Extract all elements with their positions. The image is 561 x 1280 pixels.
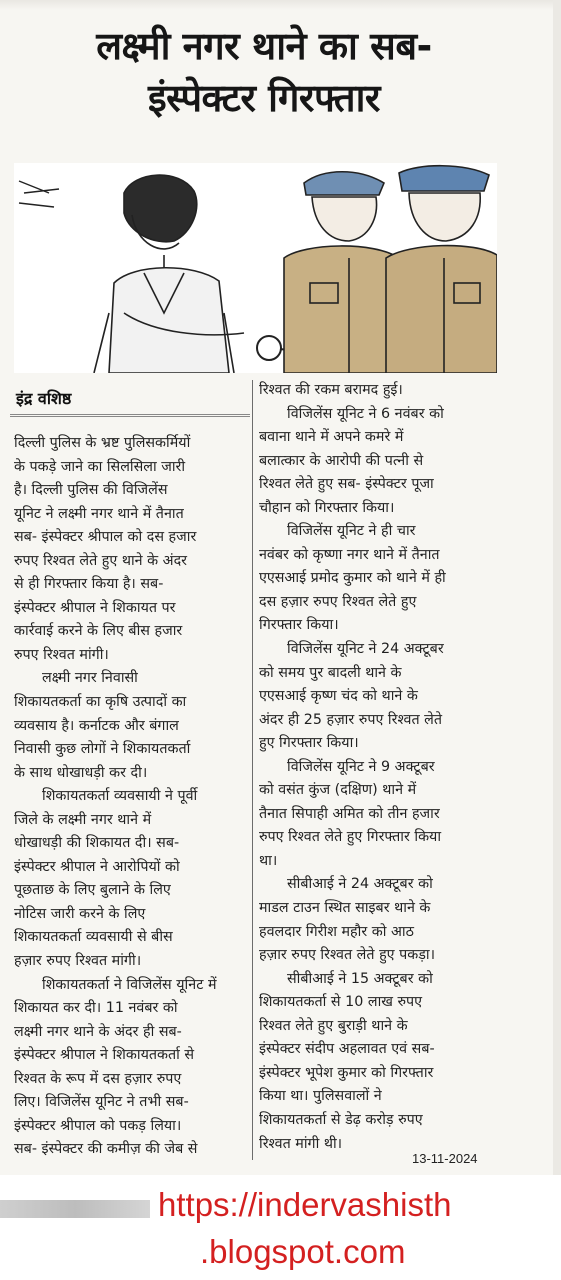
- article-line: एएसआई कृष्ण चंद को थाने के: [259, 688, 418, 705]
- article-line: विजिलेंस यूनिट ने 24 अक्टूबर: [287, 641, 444, 658]
- article-line: चौहान को गिरफ्तार किया।: [259, 499, 395, 516]
- article-line: अंदर ही 25 हज़ार रुपए रिश्वत लेते: [259, 711, 443, 728]
- headline: [8, 20, 520, 124]
- article-line: हुए गिरफ्तार किया।: [259, 735, 359, 752]
- article-line: को वसंत कुंज (दक्षिण) थाने में: [259, 782, 417, 799]
- byline-rule: [10, 414, 250, 415]
- headline-line-2: इंस्पेक्टर गिरफ्तार: [148, 76, 380, 120]
- article-line: इंस्पेक्टर संदीप अहलावत एवं सब-: [259, 1041, 435, 1058]
- article-line: हज़ार रुपए रिश्वत मांगी।: [14, 953, 142, 970]
- blog-url-line-1[interactable]: https://indervashisth: [158, 1186, 452, 1223]
- article-line: दिल्ली पुलिस के भ्रष्ट पुलिसकर्मियों: [14, 435, 191, 451]
- article-line: शिकायतकर्ता व्यवसायी ने पूर्वी: [42, 788, 198, 805]
- headline-line-1: लक्ष्मी नगर थाने का सब-: [96, 24, 432, 68]
- article-line: माडल टाउन स्थित साइबर थाने के: [259, 900, 431, 917]
- article-line: हवलदार गिरीश महौर को आठ: [259, 923, 414, 940]
- article-line: के पकड़े जाने का सिलसिला जारी: [14, 458, 186, 475]
- article-line: इंस्पेक्टर श्रीपाल ने शिकायत पर: [14, 599, 176, 616]
- article-line: था।: [259, 852, 278, 869]
- article-line: लक्ष्मी नगर थाने के अंदर ही सब-: [14, 1023, 182, 1040]
- article-line: रुपए रिश्वत लेते हुए गिरफ्तार किया: [259, 829, 442, 846]
- arrest-drawing: [14, 163, 497, 373]
- article-line: नवंबर को कृष्णा नगर थाने में तैनात: [259, 546, 440, 563]
- article-line: सब- इंस्पेक्टर की कमीज़ की जेब से: [14, 1141, 198, 1158]
- article-line: दस हज़ार रुपए रिश्वत लेते हुए: [259, 593, 417, 610]
- article-line: तैनात सिपाही अमित को तीन हजार: [259, 805, 440, 822]
- article-line: सब- इंस्पेक्टर श्रीपाल को दस हजार: [14, 529, 197, 546]
- article-line: रुपए रिश्वत लेते हुए थाने के अंदर: [14, 552, 188, 569]
- article-line: विजिलेंस यूनिट ने 6 नवंबर को: [287, 405, 444, 422]
- article-line: यूनिट ने लक्ष्मी नगर थाने में तैनात: [14, 505, 184, 522]
- article-line: को समय पुर बादली थाने के: [259, 664, 402, 681]
- article-line: इंस्पेक्टर श्रीपाल ने आरोपियों को: [14, 858, 180, 875]
- article-line: शिकायतकर्ता से डेढ़ करोड़ रुपए: [259, 1111, 423, 1128]
- article-column-right: [259, 379, 499, 1156]
- article-line: बलात्कार के आरोपी की पत्नी से: [259, 452, 424, 469]
- article-line: इंस्पेक्टर भूपेश कुमार को गिरफ्तार: [259, 1064, 434, 1081]
- article-line: शिकायतकर्ता ने विजिलेंस यूनिट में: [42, 976, 217, 993]
- article-line: विजिलेंस यूनिट ने ही चार: [287, 523, 416, 540]
- article-line: शिकायतकर्ता से 10 लाख रुपए: [259, 994, 423, 1011]
- article-line: लक्ष्मी नगर निवासी: [42, 670, 138, 687]
- article-line: किया था। पुलिसवालों ने: [259, 1088, 382, 1105]
- article-line: गिरफ्तार किया।: [259, 617, 339, 634]
- article-line: रिश्वत लेते हुए बुराड़ी थाने के: [259, 1017, 408, 1034]
- article-line: व्यवसाय है। कर्नाटक और बंगाल: [14, 717, 179, 734]
- gray-bar: [0, 1200, 150, 1218]
- article-line: शिकायत कर दी। 11 नवंबर को: [14, 1000, 178, 1017]
- article-line: से ही गिरफ्तार किया है। सब-: [14, 576, 164, 593]
- article-line: शिकायतकर्ता व्यवसायी से बीस: [14, 929, 173, 946]
- article-line: लिए। विजिलेंस यूनिट ने तभी सब-: [14, 1094, 189, 1111]
- article-line: रुपए रिश्वत मांगी।: [14, 646, 109, 663]
- article-line: सीबीआई ने 24 अक्टूबर को: [287, 876, 433, 893]
- article-line: नोटिस जारी करने के लिए: [14, 905, 146, 922]
- arrested-man-figure: [94, 175, 244, 373]
- publication-date: 13-11-2024: [412, 1151, 478, 1166]
- article-line: के साथ धोखाधड़ी कर दी।: [14, 764, 148, 781]
- article-line: इंस्पेक्टर श्रीपाल ने शिकायतकर्ता से: [14, 1047, 195, 1064]
- motion-lines: [19, 181, 59, 207]
- article-line: सीबीआई ने 15 अक्टूबर को: [287, 970, 433, 987]
- article-line: रिश्वत के रूप में दस हज़ार रुपए: [14, 1070, 182, 1087]
- page-edge: [0, 0, 561, 10]
- article-line: एएसआई प्रमोद कुमार को थाने में ही: [259, 570, 446, 587]
- page-edge-right: [553, 0, 561, 1175]
- article-line: रिश्वत की रकम बरामद हुई।: [259, 382, 403, 398]
- byline-rule-2: [10, 416, 250, 417]
- article-line: शिकायतकर्ता का कृषि उत्पादों का: [14, 694, 187, 711]
- article-line: रिश्वत लेते हुए सब- इंस्पेक्टर पूजा: [259, 476, 434, 493]
- article-line: इंस्पेक्टर श्रीपाल को पकड़ लिया।: [14, 1117, 182, 1134]
- arrest-illustration: [14, 163, 497, 373]
- article-line: निवासी कुछ लोगों ने शिकायतकर्ता: [14, 741, 191, 758]
- blog-url-line-2[interactable]: .blogspot.com: [200, 1233, 406, 1270]
- article-line: विजिलेंस यूनिट ने 9 अक्टूबर: [287, 758, 435, 775]
- article-line: धोखाधड़ी की शिकायत दी। सब-: [14, 835, 180, 852]
- article-line: कार्रवाई करने के लिए बीस हजार: [14, 623, 183, 640]
- police-officer-figure-2: [386, 166, 497, 373]
- article-line: हज़ार रुपए रिश्वत लेते हुए पकड़ा।: [259, 947, 435, 964]
- column-divider: [252, 380, 253, 1160]
- article-line: बवाना थाने में अपने कमरे में: [259, 429, 404, 446]
- article-line: है। दिल्ली पुलिस की विजिलेंस: [14, 482, 168, 499]
- article-line: जिले के लक्ष्मी नगर थाने में: [14, 811, 152, 828]
- byline: इंद्र वशिष्ठ: [16, 389, 72, 408]
- article-column-left: [14, 432, 247, 1162]
- article-line: पूछताछ के लिए बुलाने के लिए: [14, 882, 171, 899]
- article-line: रिश्वत मांगी थी।: [259, 1135, 343, 1152]
